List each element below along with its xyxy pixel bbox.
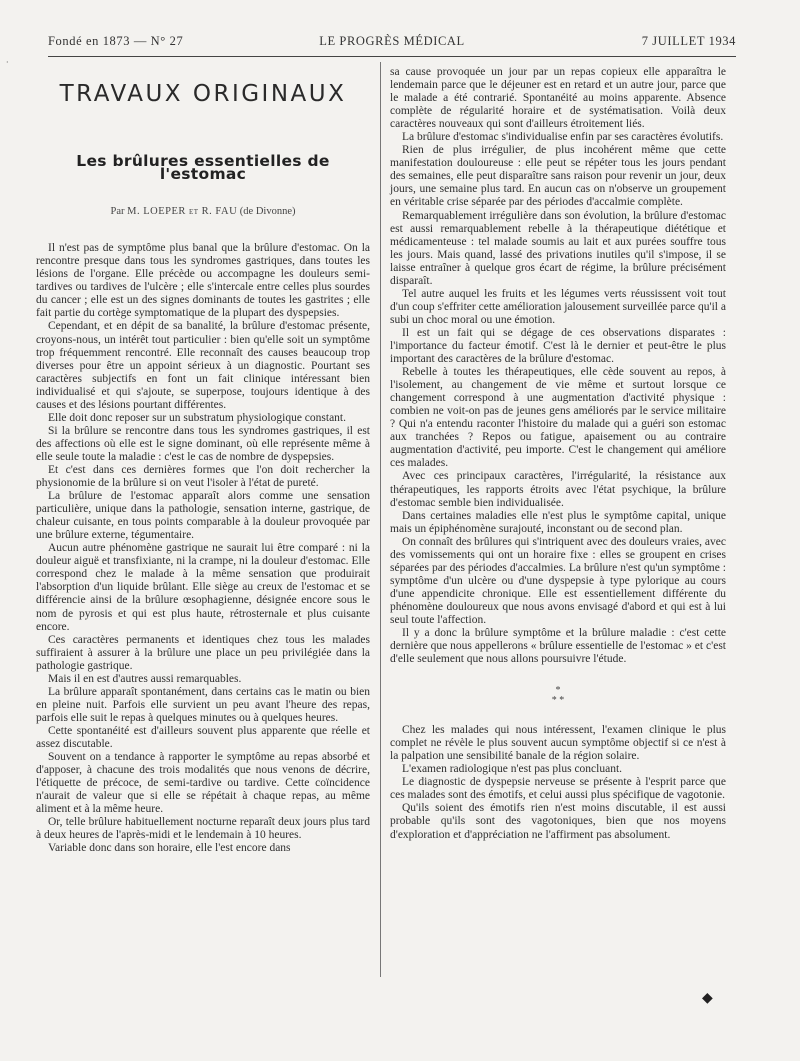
paragraph: Ces caractères permanents et identiques chez tous les malades suffiraient à assurer à la brûlure une place un peu privilégiée dans la pathologie gastrique. [36, 633, 370, 672]
byline [36, 205, 370, 218]
paragraph: Mais il en est d'autres aussi remarquables. [48, 672, 242, 685]
paragraph: Elle doit donc reposer sur un substratum physiologique constant. [48, 411, 346, 424]
paragraph: Dans certaines maladies elle n'est plus le symptôme capital, unique mais un épiphénomène surajouté, inconstant ou de second plan. [390, 509, 726, 535]
column-divider [380, 62, 381, 977]
paragraph: Souvent on a tendance à rapporter le symptôme au repas absorbé et d'apposer, à chacune des trois modalités que nous venons de décrire, l'étiquette de précoce, de semi-tardive ou tardive. Cette coïncidence n'aurait de valeur que si elle se répétait à chaque repas, au même aliment et à la même heure. [36, 751, 370, 816]
paragraph: Cette spontanéité est d'ailleurs souvent plus apparente que réelle et assez discutable. [36, 724, 370, 750]
paragraph: Remarquablement irrégulière dans son évolution, la brûlure d'estomac est aussi remarquablement rebelle à la thérapeutique diététique et médicamenteuse : tel malade soumis au lait et aux purées souffre tous les jours. Mais quand, lassé des privations inutiles qu'il s'impose, il se laisse entraîner à quelque gros écart de régime, la brûlure précisément disparaît. [390, 209, 726, 287]
paragraph: Qu'ils soient des émotifs rien n'est moins discutable, il est aussi probable qu'ils sont des vagotoniques, bien que nos moyens d'exploration et d'appréciation ne l'affirment pas absolument. [390, 802, 726, 841]
journal-title: LE PROGRÈS MÉDICAL [319, 34, 465, 48]
left-column [36, 66, 370, 855]
section-break-asterism: * * * [551, 685, 565, 707]
paragraph: Rien de plus irrégulier, de plus incohérent même que cette manifestation douloureuse : elle peut se répéter tous les jours pendant des semaines, elle peut disparaître sans raison pour revenir un jour, deux jours, une semaine plus tard. En aucun cas on n'observe un groupement en véritable crise séparée par des périodes d'accalmie complète. [390, 144, 726, 209]
header-rule [48, 56, 736, 57]
byline-affiliation: (de Divonne) [239, 206, 296, 218]
byline-prefix: Par [110, 206, 125, 218]
byline-authors: M. LOEPER et R. FAU [127, 206, 238, 218]
paragraph: Si la brûlure se rencontre dans tous les syndromes gastriques, il est des affections où elle est le signe dominant, où elle représente même à elle seule toute la maladie : c'est le cas de nombre de dyspepsies. [36, 424, 370, 463]
paragraph: La brûlure apparaît spontanément, dans certains cas le matin ou bien en pleine nuit. Parfois elle survient un peu avant l'heure des repas, parfois elle suit le repas à quelques minutes ou à quelques heures. [36, 685, 370, 724]
paragraph: Tel autre auquel les fruits et les légumes verts réussissent voit tout d'un coup s'effriter cette amélioration jalousement surveillée parce qu'il a subi un choc moral ou une émotion. [390, 287, 726, 326]
paragraph: Chez les malades qui nous intéressent, l'examen clinique le plus complet ne révèle le plus souvent aucun symptôme objectif si ce n'est à la palpation une sensibilité banale de la région solaire. [390, 724, 726, 763]
continuation-diamond-icon: ◆ [702, 990, 713, 1006]
paragraph: Rebelle à toutes les thérapeutiques, elle cède souvent au repos, à l'isolement, au changement de vie même et surtout lorsque ce changement correspond à une augmentation d'activité physique : combien ne voit-on pas de jeunes gens améliorés par le service militaire ? Qui n'a entendu raconter l'histoire du malade qui a guéri son estomac aux tranchées ? Repos ou fatigue, apaisement ou au contraire augmentation d'activité, peu importe. C'est le changement qui améliore ces malades. [390, 366, 726, 470]
paragraph: Il est un fait qui se dégage de ces observations disparates : l'importance du facteur émotif. C'est là le dernier et peut-être le plus important des caractères de la brûlure d'estomac. [390, 326, 726, 366]
paragraph: On connaît des brûlures qui s'intriquent avec des douleurs vraies, avec des vomissements qui ont un horaire fixe : elles se groupent en crises séparées par des périodes d'accalmies. La brûlure n'est qu'un symptôme : symptôme d'un ulcère ou d'une dyspepsie à type pylorique au cours d'une appendicite chronique. Elle est essentiellement différente du phénomène douloureux que nous avons envisagé d'abord et qui est à lui seul toute l'affection. [390, 535, 726, 626]
issue-date: 7 JUILLET 1934 [641, 34, 736, 48]
paragraph: La brûlure de l'estomac apparaît alors comme une sensation particulière, unique dans la pathologie, sensation interne, gastrique, de chaleur cuisante, en tous points comparable à la douleur provoquée par une brûlure externe, tégumentaire. [36, 490, 370, 542]
paragraph: Il y a donc la brûlure symptôme et la brûlure maladie : c'est cette dernière que nous appellerons « brûlure essentielle de l'estomac » et c'est d'elle seulement que nous allons poursuivre l'étude. [390, 627, 726, 666]
section-title: TRAVAUX ORIGINAUX [59, 81, 347, 107]
founding-issue-label: Fondé en 1873 — N° 27 [48, 34, 184, 48]
paragraph: Avec ces principaux caractères, l'irrégularité, la résistance aux thérapeutiques, les rapports étroits avec l'état psychique, la brûlure d'estomac semble bien individualisée. [390, 470, 726, 509]
paragraph: Le diagnostic de dyspepsie nerveuse se présente à l'esprit parce que ces malades sont des émotifs, et celui aussi plus spécifique de vagotonie. [390, 776, 726, 802]
paragraph: La brûlure d'estomac s'individualise enfin par ses caractères évolutifs. [402, 131, 724, 144]
paragraph: L'examen radiologique n'est pas plus concluant. [402, 763, 623, 776]
right-column [390, 66, 726, 842]
margin-mark: · [6, 58, 9, 67]
paragraph: Or, telle brûlure habituellement nocturne reparaît deux jours plus tard à deux heures de l'après-midi et le lendemain à 10 heures. [36, 816, 370, 842]
paragraph: Variable donc dans son horaire, elle l'est encore dans [48, 842, 291, 855]
running-header [48, 34, 736, 54]
paragraph: sa cause provoquée un jour par un repas copieux elle apparaîtra le lendemain parce que le déjeuner est en retard et un autre jour, parce que le malade a été contrarié. Spontanéité au moins apparente. Absence complète de régularité horaire et de systématisation. Voilà deux caractères nouveaux qui sont d'ailleurs étroitement liés. [390, 66, 726, 131]
paragraph: Et c'est dans ces dernières formes que l'on doit rechercher la physionomie de la brûlure si on veut l'isoler à l'état de pureté. [36, 463, 370, 490]
article-title: Les brûlures essentielles de l'estomac [76, 152, 330, 184]
paragraph: Il n'est pas de symptôme plus banal que la brûlure d'estomac. On la rencontre presque dans tous les syndromes gastriques, dans toutes les lésions de l'organe. Elle précède ou accompagne les douleurs semi-tardives ou tardives de l'ulcère ; elle s'intercale entre celles plus sourdes du cancer ; elle est un des signes dominants de toutes les gastrites ; elle fait partie du cortège symptomatique de la plupart des dyspepsies. [36, 242, 370, 320]
paragraph: Cependant, et en dépit de sa banalité, la brûlure d'estomac présente, croyons-nous, un intérêt tout particulier : bien qu'elle soit un symptôme trop fréquemment rencontré. Elle reconnaît des causes beaucoup trop diverses pour être un appoint sérieux à un diagnostic. Pourtant ses caractères subjectifs en font un fait clinique intéressant bien individualisé et qui s'ajoute, se superpose, toujours identique à des causes et des lésions pourtant différentes. [36, 320, 370, 411]
paragraph: Aucun autre phénomène gastrique ne saurait lui être comparé : ni la douleur aiguë et transfixiante, ni la crampe, ni la douleur d'estomac. Elle correspond chez le malade à la même sensation que produirait l'absorption d'un liquide brûlant. Elle siège au creux de l'estomac et se différencie ainsi de la brûlure œsophagienne, désignée encore sous le nom de pyrosis et qui est plus haute, rétrosternale et plus cuisante encore. [36, 542, 370, 633]
